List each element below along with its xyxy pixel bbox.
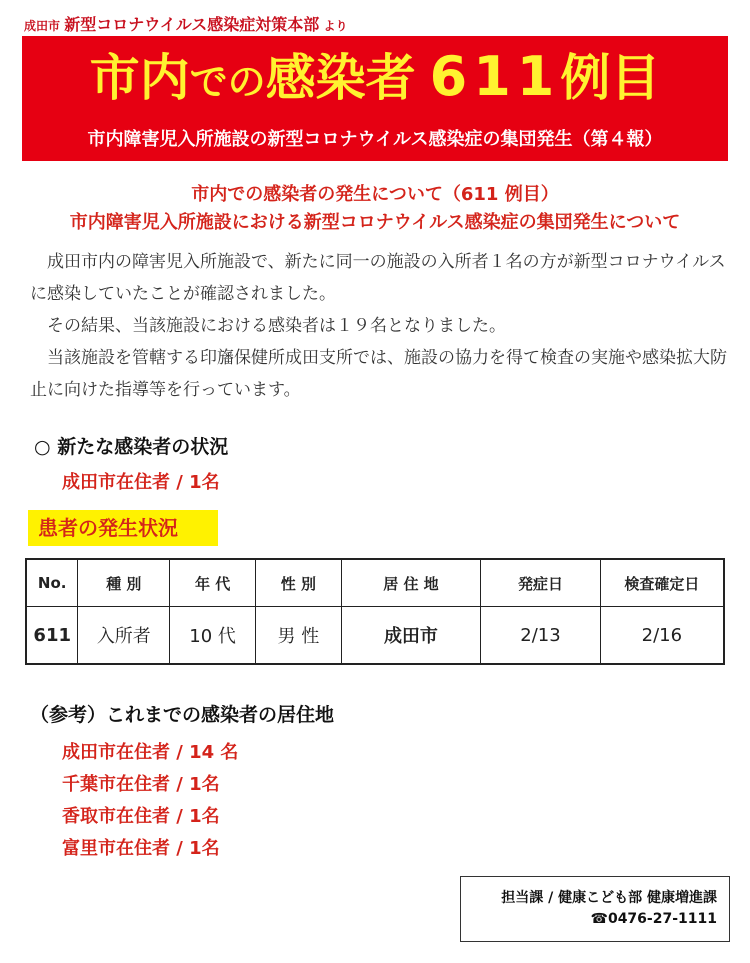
body-paragraphs — [30, 246, 730, 406]
phone-icon: ☎ — [590, 911, 608, 927]
column-header-residence: 居 住 地 — [341, 559, 480, 607]
source-line — [24, 12, 347, 35]
reference-item: 香取市在住者 / 1名 — [62, 806, 220, 827]
contact-phone-line — [591, 911, 718, 927]
cell-age: 10 代 — [170, 607, 256, 665]
column-header-sex: 性 別 — [255, 559, 341, 607]
cell-sex: 男 性 — [255, 607, 341, 665]
reference-item: 富里市在住者 / 1名 — [62, 838, 220, 859]
cell-type: 入所者 — [78, 607, 170, 665]
column-header-type: 種 別 — [78, 559, 170, 607]
headline-part4: 例目 — [560, 49, 661, 107]
column-header-onset: 発症日 — [481, 559, 601, 607]
cell-no: 611 — [26, 607, 78, 665]
case-number: 611 — [429, 45, 561, 108]
column-header-age: 年 代 — [170, 559, 256, 607]
patient-section-heading: 患者の発生状況 — [28, 510, 218, 546]
contact-box — [460, 876, 730, 942]
body-paragraph-3: 当該施設を管轄する印旛保健所成田支所では、施設の協力を得て検査の実施や感染拡大防止に向けた指導等を行っています。 — [30, 348, 727, 400]
new-cases-heading: ○ 新たな感染者の状況 — [34, 436, 229, 458]
source-prefix: 成田市 — [24, 19, 61, 33]
patient-table — [25, 558, 725, 665]
new-cases-item: 成田市在住者 / 1名 — [62, 472, 220, 493]
body-paragraph-2: その結果、当該施設における感染者は１９名となりました。 — [47, 316, 506, 336]
headline-part1: 市内 — [89, 49, 190, 107]
contact-department: 担当課 / 健康こども部 健康増進課 — [501, 890, 717, 906]
cell-onset: 2/13 — [481, 607, 601, 665]
source-name: 新型コロナウイルス感染症対策本部 — [64, 15, 320, 34]
source-suffix: より — [323, 19, 348, 33]
reference-item: 千葉市在住者 / 1名 — [62, 774, 220, 795]
cell-confirmed: 2/16 — [600, 607, 724, 665]
headline — [22, 45, 728, 119]
table-header-row — [26, 559, 724, 607]
reference-item: 成田市在住者 / 14 名 — [62, 742, 239, 763]
cell-residence: 成田市 — [341, 607, 480, 665]
headline-part2: での — [189, 60, 266, 104]
headline-part3: 感染者 — [265, 49, 416, 107]
column-header-confirmed: 検査確定日 — [600, 559, 724, 607]
column-header-no: No. — [26, 559, 78, 607]
contact-phone: 0476-27-1111 — [607, 911, 717, 927]
headline-banner — [22, 36, 728, 161]
banner-subtitle: 市内障害児入所施設の新型コロナウイルス感染症の集団発生（第４報） — [87, 129, 663, 150]
table-row — [26, 607, 724, 665]
intro-title-1: 市内での感染者の発生について（611 例目） — [191, 184, 559, 205]
body-paragraph-1: 成田市内の障害児入所施設で、新たに同一の施設の入所者１名の方が新型コロナウイルスに感染していたことが確認されました。 — [30, 252, 726, 304]
intro-title-2: 市内障害児入所施設における新型コロナウイルス感染症の集団発生について — [69, 212, 681, 233]
reference-heading: （参考）これまでの感染者の居住地 — [30, 704, 335, 726]
